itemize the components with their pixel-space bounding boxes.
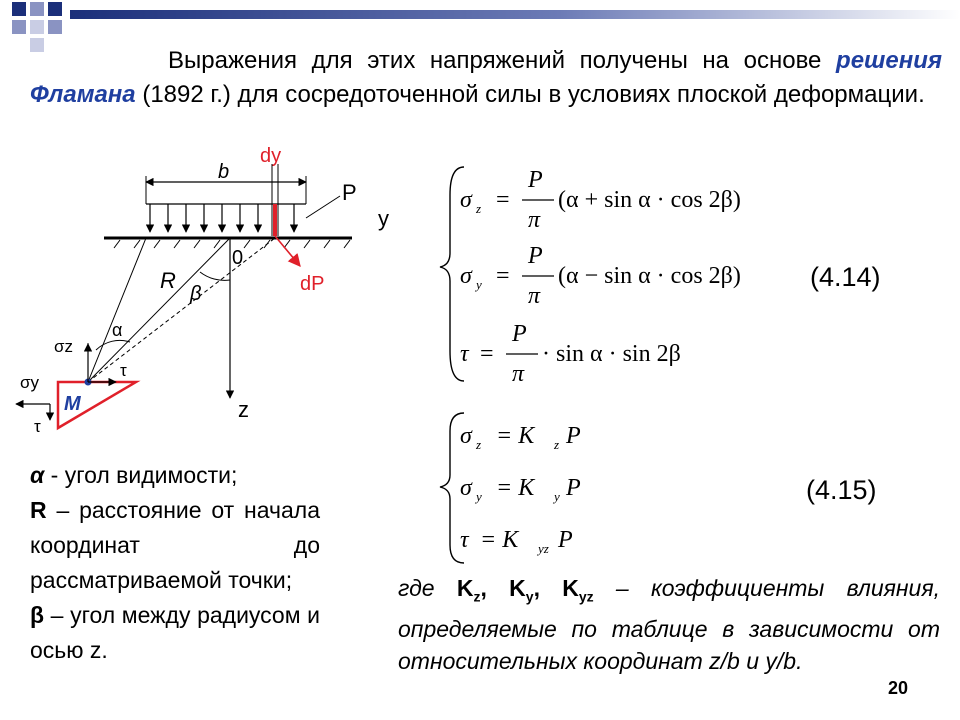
eq415-l1-P: P <box>566 423 581 449</box>
label-P: P <box>342 180 357 205</box>
eq-number-4-14: (4.14) <box>810 262 881 292</box>
eq415-l3-K: = K <box>480 527 519 553</box>
label-origin: 0 <box>232 247 244 269</box>
eq415-l2-K: = K <box>496 475 535 501</box>
label-R: R <box>160 268 176 293</box>
legend-beta-sym: β <box>30 602 45 628</box>
eq415-l1-ksub: z <box>554 437 560 452</box>
eq415-l1-sigma: σ <box>460 423 472 449</box>
eq414-l2-rest: (α − sin α · cos 2β) <box>558 263 741 289</box>
eq414-l3-rest: · sin α · sin 2β <box>542 341 681 367</box>
legend-R <box>30 493 320 598</box>
coefficients-note <box>398 572 940 677</box>
intro-line1: Выражения для этих напряжений получены на основе <box>168 47 822 74</box>
note-kyz: $K_{yz}$ <box>562 575 594 605</box>
label-tau-2: τ <box>34 417 41 436</box>
legend <box>30 458 320 668</box>
note-kz: $K_z$, <box>456 575 487 605</box>
label-tau-1: τ <box>120 361 127 380</box>
eq415-l1-sub: z <box>476 437 482 452</box>
eq414-l2-sigma: σ <box>460 263 472 289</box>
legend-beta <box>30 598 320 668</box>
label-y: y <box>378 206 389 231</box>
eq414-l3-pi: π <box>512 361 525 387</box>
eq415-l3-ksub: yz <box>538 541 549 556</box>
eq414-l3-tau: τ <box>460 341 469 367</box>
eq415-l2-P: P <box>566 475 581 501</box>
formulas <box>430 155 810 570</box>
legend-alpha-text: - угол видимости; <box>44 462 238 488</box>
eq415-l2-sigma: σ <box>460 475 472 501</box>
note-where: где <box>398 575 435 601</box>
legend-beta-text: – угол между радиусом и осью z. <box>30 602 320 663</box>
eq414-l1-sub: z <box>476 201 482 216</box>
eq414-l1-pi: π <box>528 207 541 233</box>
intro-highlight: решения Фламана <box>30 47 943 108</box>
eq414-l2-pi: π <box>528 283 541 309</box>
label-b: b <box>218 161 230 183</box>
eq415-l1-K: = K <box>496 423 535 449</box>
legend-R-text: – расстояние от начала координат до рассматриваемой точки; <box>30 497 320 593</box>
label-dy: dy <box>260 145 282 167</box>
eq414-l2-sub: y <box>476 277 482 292</box>
label-M: M <box>64 393 81 415</box>
eq414-l3-P: P <box>512 321 527 347</box>
legend-R-sym: R <box>30 497 47 523</box>
eq414-l1-rest: (α + sin α · cos 2β) <box>558 187 741 213</box>
flamant-diagram <box>0 140 440 440</box>
legend-alpha <box>30 458 320 493</box>
intro-rest: (1892 г.) для сосредоточенной силы в условиях плоской деформации. <box>142 81 925 108</box>
eq414-l1-P: P <box>528 167 543 193</box>
page-number: 20 <box>887 678 908 698</box>
label-sigma-y: σy <box>20 373 39 392</box>
label-dP: dP <box>300 273 325 295</box>
label-alpha: α <box>112 320 123 340</box>
eq414-l3-eq: = <box>480 341 494 367</box>
label-beta: β <box>190 283 202 305</box>
label-z: z <box>238 397 249 422</box>
label-sigma-z: σz <box>54 337 73 356</box>
intro-paragraph <box>30 44 942 112</box>
eq-number-4-15: (4.15) <box>806 475 877 505</box>
eq414-l2-eq: = <box>496 263 510 289</box>
eq415-l3-P: P <box>558 527 573 553</box>
eq414-l1-eq: = <box>496 187 510 213</box>
eq414-l2-P: P <box>528 243 543 269</box>
eq415-l2-sub: y <box>476 489 482 504</box>
eq415-l2-ksub: y <box>554 489 560 504</box>
note-ky: $K_y$, <box>509 575 540 605</box>
legend-alpha-sym: α <box>30 462 45 488</box>
note-rest: – коэффициенты влияния, определяемые по таблице в зависимости от относительных координат z/b и y/b. <box>398 575 941 674</box>
eq414-l1-sigma: σ <box>460 187 472 213</box>
eq415-l3-tau: τ <box>460 527 469 553</box>
